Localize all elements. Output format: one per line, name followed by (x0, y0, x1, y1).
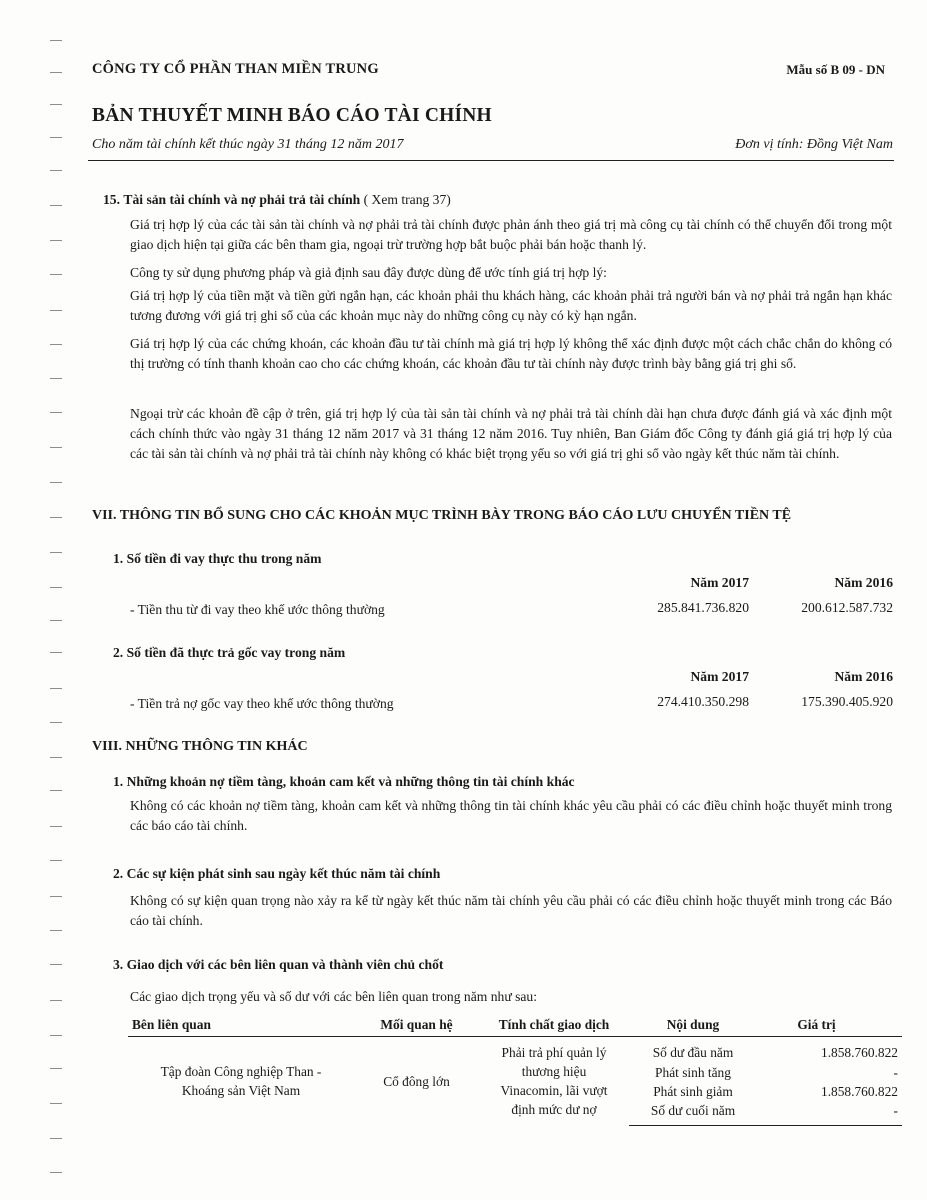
reporting-period: Cho năm tài chính kết thúc ngày 31 tháng 12 năm 2017 (92, 137, 404, 152)
note-15-paragraph-4: Giá trị hợp lý của các chứng khoán, các khoản đầu tư tài chính mà giá trị hợp lý không thể xác định được một cách chắc chắn do không có thị trường có tính thanh khoản cao cho các chứng khoán, các khoản đầu tư tài chính này được trình bày bằng giá trị ghi sổ. (130, 336, 892, 371)
item-1-value-2016: 200.612.587.732 (801, 600, 893, 615)
note-15-number: 15. (103, 192, 120, 207)
item-2-value-2016: 175.390.405.920 (801, 694, 893, 709)
section-viii-item-2-text: Không có sự kiện quan trọng nào xảy ra kể từ ngày kết thúc năm tài chính yêu cầu phải có các điều chỉnh hoặc thuyết minh trong các Báo cáo tài chính. (130, 893, 892, 928)
value-cell: 1.858.760.822 (821, 1045, 898, 1061)
item-2-row-label: - Tiền trả nợ gốc vay theo khế ước thông thường (130, 696, 394, 711)
section-vii-item-2-title: 2. Số tiền đã thực trả gốc vay trong năm (113, 645, 346, 660)
section-viii-item-3-title: 3. Giao dịch với các bên liên quan và thành viên chủ chốt (113, 957, 444, 972)
note-15-title: Tài sản tài chính và nợ phải trả tài chính (123, 192, 361, 207)
section-vii-title: VII. THÔNG TIN BỔ SUNG CHO CÁC KHOẢN MỤC TRÌNH BÀY TRONG BÁO CÁO LƯU CHUYỂN TIỀN TỆ (92, 508, 792, 523)
item-1-value-2017: 285.841.736.820 (657, 600, 749, 615)
header-divider (88, 160, 894, 161)
content-cell: Số dư đầu năm (652, 1045, 734, 1061)
party-cell (128, 1037, 354, 1126)
note-15-paragraph-3: Giá trị hợp lý của tiền mặt và tiền gửi ngắn hạn, các khoản phải thu khách hàng, các khoản phải trả người bán và nợ phải trả ngắn hạn khác tương đương với giá trị ghi sổ của các khoản mục này do những công cụ này có kỳ hạn ngắn. (130, 288, 892, 323)
nature-line-1: Phải trả phí quản lý (501, 1045, 607, 1060)
table-row (128, 1037, 902, 1063)
document-title: BẢN THUYẾT MINH BÁO CÁO TÀI CHÍNH (92, 105, 492, 126)
note-15-paragraph-5: Ngoại trừ các khoản đề cập ở trên, giá trị hợp lý của tài sản tài chính và nợ phải trả tài chính dài hạn chưa được đánh giá và xác định một cách chính thức vào ngày 31 tháng 12 năm 2017 và 31 tháng 12 năm 2016. Tuy nhiên, Ban Giám đốc Công ty đánh giá giá trị hợp lý của các tài sản tài chính và nợ phải trả tài chính này không có khác biệt trọng yếu so với giá trị ghi sổ vào ngày kết thúc năm tài chính. (130, 406, 892, 461)
content-cell: Phát sinh giảm (653, 1083, 733, 1099)
company-name: CÔNG TY CỔ PHẦN THAN MIỀN TRUNG (92, 61, 379, 77)
note-15-paragraph-2: Công ty sử dụng phương pháp và giả định sau đây được dùng để ước tính giá trị hợp lý: (130, 265, 607, 280)
item-2-value-2017: 274.410.350.298 (657, 694, 749, 709)
item-1-row-label: - Tiền thu từ đi vay theo khế ước thông thường (130, 602, 385, 617)
header-transaction-nature: Tính chất giao dịch (479, 1015, 629, 1037)
section-vii-item-1-title: 1. Số tiền đi vay thực thu trong năm (113, 551, 322, 566)
nature-line-4: định mức dư nợ (511, 1102, 597, 1117)
content-cell: Số dư cuối năm (629, 1101, 757, 1125)
section-viii-item-2-title: 2. Các sự kiện phát sinh sau ngày kết thúc năm tài chính (113, 866, 441, 881)
related-party-table (128, 1015, 902, 1126)
transaction-nature-cell (479, 1037, 629, 1126)
table-header-row (128, 1015, 902, 1037)
item-1-col-2017: Năm 2017 (690, 575, 749, 590)
relationship-cell: Cổ đông lớn (383, 1073, 450, 1089)
section-viii-title: VIII. NHỮNG THÔNG TIN KHÁC (92, 739, 308, 754)
header-related-party: Bên liên quan (128, 1015, 354, 1037)
item-2-col-2016: Năm 2016 (834, 669, 893, 684)
section-viii-item-1-title: 1. Những khoản nợ tiềm tàng, khoản cam kết và những thông tin tài chính khác (113, 774, 575, 789)
note-15-page-ref: ( Xem trang 37) (363, 192, 451, 207)
header-relationship: Mối quan hệ (354, 1015, 479, 1037)
header-content: Nội dung (629, 1015, 757, 1037)
header-value: Giá trị (757, 1015, 902, 1037)
currency-unit: Đơn vị tính: Đồng Việt Nam (735, 137, 893, 152)
item-2-col-2017: Năm 2017 (690, 669, 749, 684)
value-cell: 1.858.760.822 (821, 1083, 898, 1099)
form-code: Mẫu số B 09 - DN (786, 62, 885, 77)
value-cell: - (757, 1101, 902, 1125)
section-viii-item-1-text: Không có các khoản nợ tiềm tàng, khoản cam kết và những thông tin tài chính khác yêu cầu phải có các điều chỉnh hoặc thuyết minh trong các báo cáo tài chính. (130, 798, 892, 833)
section-viii-item-3-intro: Các giao dịch trọng yếu và số dư với các bên liên quan trong năm như sau: (130, 989, 537, 1004)
party-name-line-1: Tập đoàn Công nghiệp Than - (160, 1064, 322, 1079)
content-cell: Phát sinh tăng (655, 1064, 731, 1080)
value-cell: - (893, 1064, 898, 1080)
item-1-col-2016: Năm 2016 (834, 575, 893, 590)
party-name-line-2: Khoáng sản Việt Nam (181, 1083, 301, 1098)
note-15-heading (103, 190, 451, 210)
nature-line-3: Vinacomin, lãi vượt (500, 1083, 608, 1098)
nature-line-2: thương hiệu (521, 1064, 587, 1079)
note-15-paragraph-1: Giá trị hợp lý của các tài sản tài chính và nợ phải trả tài chính được phản ánh theo giá trị mà công cụ tài chính có thể chuyển đổi trong một giao dịch hiện tại giữa các bên tham gia, ngoại trừ trường hợp bắt buộc phải bán hoặc thanh lý. (130, 217, 892, 252)
